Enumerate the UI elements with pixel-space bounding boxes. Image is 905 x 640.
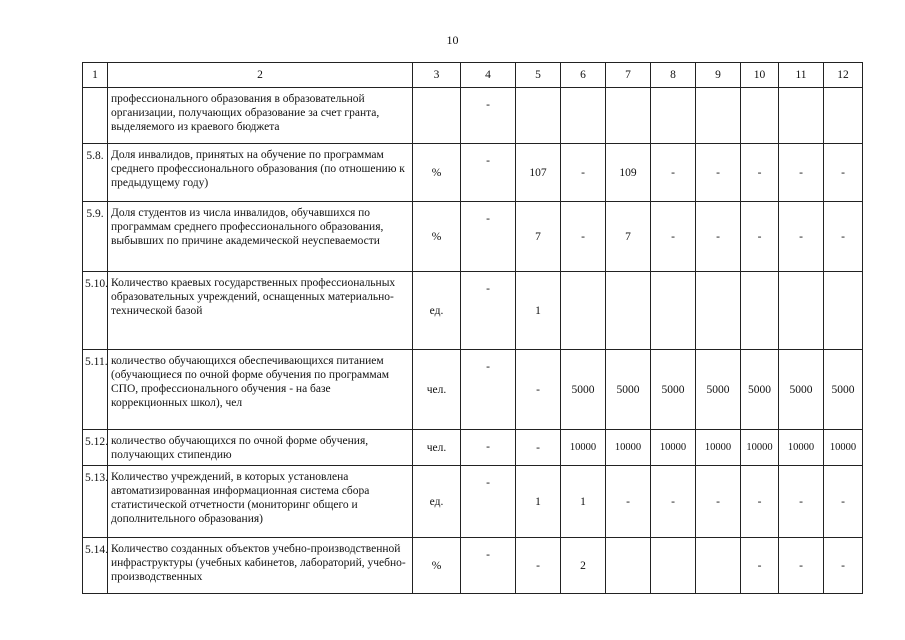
row-value-c6: - [561, 144, 606, 202]
table-row [83, 466, 863, 538]
row-indicator-text: Доля студентов из числа инвалидов, обучавшихся по программам среднего профессионального образования, выбывших по причине академической неуспеваемости [108, 202, 413, 272]
row-value-c6: 2 [561, 538, 606, 594]
row-unit: чел. [413, 350, 461, 430]
row-value-c7: - [606, 466, 651, 538]
table-row [83, 88, 863, 144]
row-value-c8 [651, 88, 696, 144]
row-value-c8 [651, 538, 696, 594]
indicators-table [82, 62, 863, 594]
row-unit: ед. [413, 466, 461, 538]
row-indicator-text: Количество учреждений, в которых установлена автоматизированная информационная система сбора статистической отчетности (мониторинг общего и дополнительного образования) [108, 466, 413, 538]
row-value-c11 [779, 272, 824, 350]
row-value-c10: 5000 [741, 350, 779, 430]
row-value-c11: - [779, 466, 824, 538]
row-value-c5: - [516, 538, 561, 594]
row-value-col4: - [461, 430, 516, 466]
row-value-c12: - [824, 466, 863, 538]
row-value-c11 [779, 88, 824, 144]
row-value-c7 [606, 538, 651, 594]
row-value-col4: - [461, 202, 516, 272]
row-value-c6: 1 [561, 466, 606, 538]
row-indicator-text: Количество созданных объектов учебно-производственной инфраструктуры (учебных кабинетов, лабораторий, учебно-производственных [108, 538, 413, 594]
row-value-c6: 10000 [561, 430, 606, 466]
row-value-c12 [824, 272, 863, 350]
header-cell: 11 [779, 63, 824, 88]
row-value-c9: 5000 [696, 350, 741, 430]
row-value-c10: - [741, 538, 779, 594]
table-header-row [83, 63, 863, 88]
row-value-c7: 7 [606, 202, 651, 272]
header-cell: 2 [108, 63, 413, 88]
row-indicator-text: количество обучающихся обеспечивающихся питанием (обучающиеся по очной форме обучения по программам СПО, профессионального обучения - на базе коррекционных школ), чел [108, 350, 413, 430]
row-value-c5: - [516, 430, 561, 466]
row-value-c8 [651, 272, 696, 350]
page-number: 10 [446, 33, 459, 47]
row-code: 5.11. [83, 350, 108, 430]
row-unit: % [413, 538, 461, 594]
row-value-c5: 1 [516, 272, 561, 350]
row-value-c7: 5000 [606, 350, 651, 430]
header-cell: 10 [741, 63, 779, 88]
table-row [83, 144, 863, 202]
row-code: 5.8. [83, 144, 108, 202]
row-value-c12: - [824, 144, 863, 202]
row-code [83, 88, 108, 144]
row-value-c6 [561, 88, 606, 144]
row-value-c10 [741, 88, 779, 144]
row-value-c12: 5000 [824, 350, 863, 430]
row-value-c7: 109 [606, 144, 651, 202]
row-value-c9 [696, 88, 741, 144]
header-cell: 7 [606, 63, 651, 88]
row-value-c10: - [741, 144, 779, 202]
header-cell: 5 [516, 63, 561, 88]
row-value-c5: 107 [516, 144, 561, 202]
header-cell: 3 [413, 63, 461, 88]
row-unit: % [413, 202, 461, 272]
row-unit [413, 88, 461, 144]
row-value-c10: - [741, 202, 779, 272]
row-code: 5.9. [83, 202, 108, 272]
row-value-col4: - [461, 144, 516, 202]
row-value-c7 [606, 88, 651, 144]
row-value-c8: - [651, 144, 696, 202]
header-cell: 12 [824, 63, 863, 88]
row-code: 5.14. [83, 538, 108, 594]
table-row [83, 430, 863, 466]
row-value-col4: - [461, 350, 516, 430]
row-unit: ед. [413, 272, 461, 350]
header-cell: 4 [461, 63, 516, 88]
table-row [83, 272, 863, 350]
row-value-c7: 10000 [606, 430, 651, 466]
table-row [83, 350, 863, 430]
row-value-c8: 10000 [651, 430, 696, 466]
row-value-c8: - [651, 466, 696, 538]
table-row [83, 202, 863, 272]
row-value-col4: - [461, 272, 516, 350]
row-indicator-text: профессионального образования в образовательной организации, получающих образование за счет гранта, выделяемого из краевого бюджета [108, 88, 413, 144]
row-value-c12: 10000 [824, 430, 863, 466]
row-value-c12 [824, 88, 863, 144]
row-value-c9: 10000 [696, 430, 741, 466]
row-value-c9: - [696, 466, 741, 538]
row-value-c11: 5000 [779, 350, 824, 430]
row-value-c11: 10000 [779, 430, 824, 466]
row-value-c5: - [516, 350, 561, 430]
row-value-c5: 1 [516, 466, 561, 538]
header-cell: 9 [696, 63, 741, 88]
row-value-c11: - [779, 144, 824, 202]
row-value-c9 [696, 538, 741, 594]
row-value-c11: - [779, 202, 824, 272]
header-cell: 1 [83, 63, 108, 88]
row-value-c10 [741, 272, 779, 350]
row-value-c7 [606, 272, 651, 350]
header-cell: 8 [651, 63, 696, 88]
row-value-c12: - [824, 202, 863, 272]
row-value-col4: - [461, 538, 516, 594]
header-cell: 6 [561, 63, 606, 88]
row-code: 5.13. [83, 466, 108, 538]
row-value-c5: 7 [516, 202, 561, 272]
row-unit: % [413, 144, 461, 202]
row-code: 5.10. [83, 272, 108, 350]
row-value-c6 [561, 272, 606, 350]
row-value-col4: - [461, 466, 516, 538]
row-indicator-text: Количество краевых государственных профессиональных образовательных учреждений, оснащенных материально-технической базой [108, 272, 413, 350]
row-value-c5 [516, 88, 561, 144]
table-row [83, 538, 863, 594]
row-value-c6: 5000 [561, 350, 606, 430]
row-value-c8: - [651, 202, 696, 272]
row-value-c8: 5000 [651, 350, 696, 430]
row-indicator-text: количество обучающихся по очной форме обучения, получающих стипендию [108, 430, 413, 466]
row-indicator-text: Доля инвалидов, принятых на обучение по программам среднего профессионального образования (по отношению к предыдущему году) [108, 144, 413, 202]
row-value-c12: - [824, 538, 863, 594]
row-value-c10: - [741, 466, 779, 538]
row-value-c11: - [779, 538, 824, 594]
row-value-col4: - [461, 88, 516, 144]
row-value-c9 [696, 272, 741, 350]
row-unit: чел. [413, 430, 461, 466]
row-value-c6: - [561, 202, 606, 272]
row-value-c10: 10000 [741, 430, 779, 466]
row-code: 5.12. [83, 430, 108, 466]
row-value-c9: - [696, 202, 741, 272]
row-value-c9: - [696, 144, 741, 202]
